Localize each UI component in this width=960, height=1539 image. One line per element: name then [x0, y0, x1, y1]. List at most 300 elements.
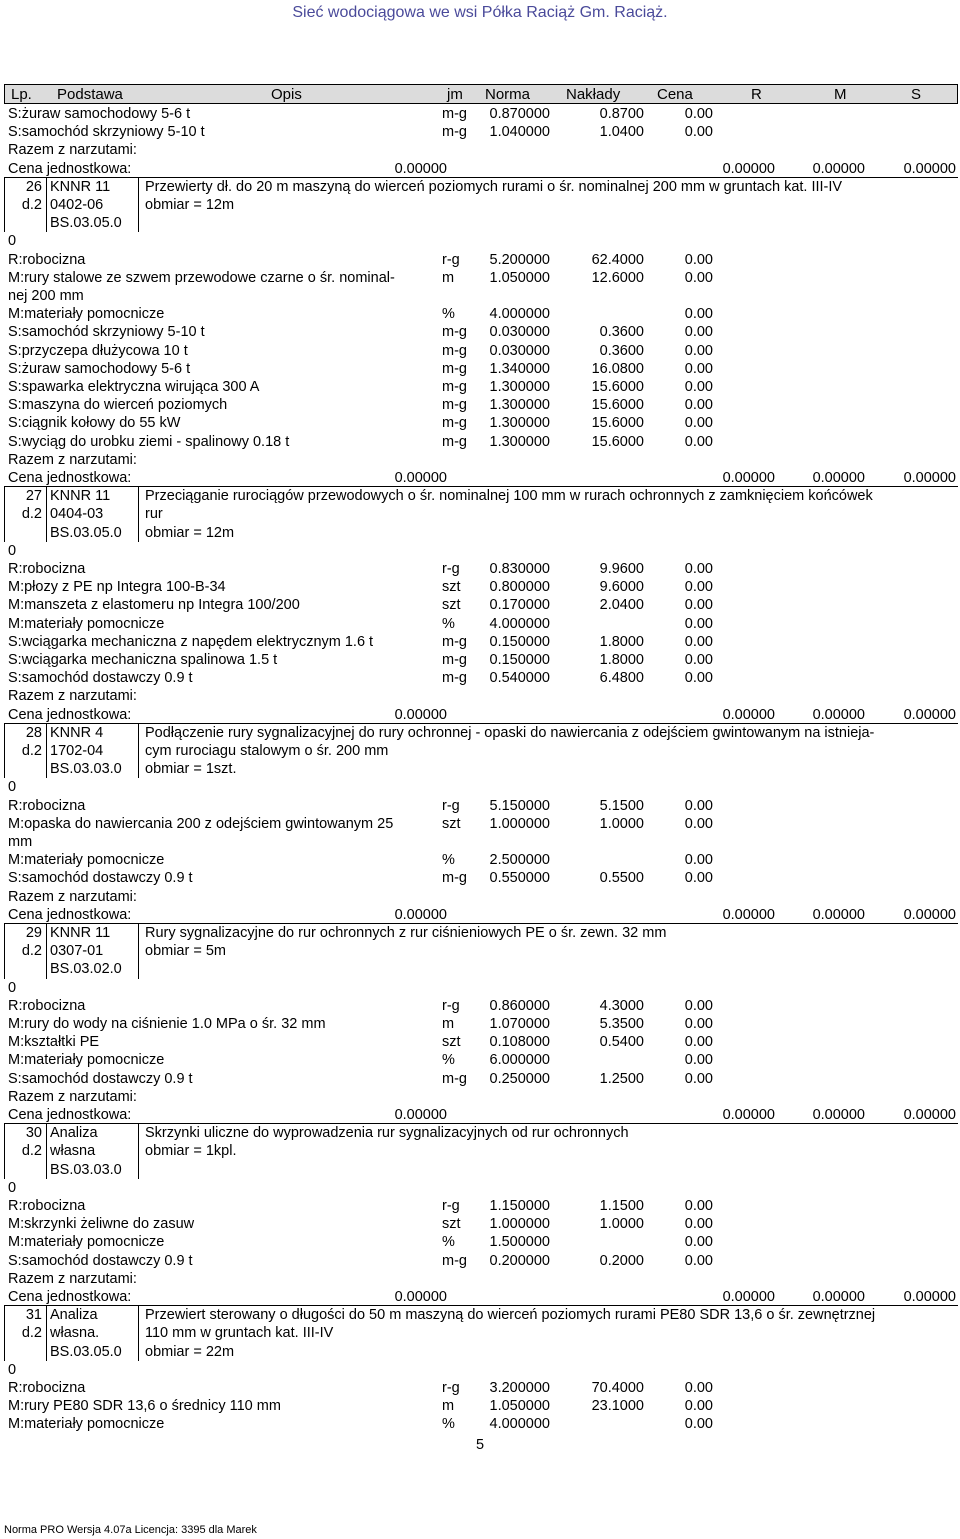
position-row	[0, 724, 960, 742]
description-line: rur	[145, 506, 163, 523]
resource-row	[0, 1252, 960, 1270]
position-row	[0, 1161, 960, 1179]
unit-cell: %	[442, 615, 455, 632]
subtotal-row	[0, 1088, 960, 1106]
unit-cell: m-g	[442, 360, 467, 377]
resource-row	[0, 123, 960, 141]
description-line: obmiar = 12m	[145, 524, 235, 541]
resource-row-continuation	[0, 287, 960, 305]
position-row	[0, 1124, 960, 1142]
cena-cell: 0.00	[684, 379, 713, 395]
basis-line: BS.03.02.0	[50, 961, 122, 978]
resource-row	[0, 1397, 960, 1415]
unit-price-value: 0.00000	[394, 906, 447, 923]
position-d: d.2	[21, 743, 42, 759]
position-border	[46, 178, 47, 233]
position-row	[0, 1179, 960, 1197]
norma-cell: 0.540000	[489, 670, 550, 687]
description-line: Podłączenie rury sygnalizacyjnej do rury ochronnej - opaski do nawiercania z odejściem gwintowanym na istnieja-	[145, 724, 875, 741]
norma-cell: 0.250000	[489, 1070, 550, 1087]
resource-row	[0, 414, 960, 432]
unit-price-label: Cena jednostkowa:	[8, 470, 132, 486]
unit-cell: szt	[442, 597, 461, 614]
naklady-cell: 1.0000	[599, 1216, 644, 1233]
resource-name: R:robocizna	[8, 1198, 86, 1214]
unit-cell: %	[442, 1234, 455, 1251]
unit-cell: szt	[442, 1216, 461, 1233]
norma-cell: 0.030000	[489, 342, 550, 359]
norma-cell: 0.200000	[489, 1252, 550, 1269]
norma-cell: 1.000000	[489, 815, 550, 832]
norma-cell: 0.030000	[489, 324, 550, 341]
position-d: d.2	[21, 506, 42, 523]
resource-row	[0, 1033, 960, 1051]
position-row	[0, 232, 960, 250]
position-border	[138, 924, 139, 979]
resource-name: S:wciągarka mechaniczna spalinowa 1.5 t	[8, 652, 278, 668]
footer-license: Norma PRO Wersja 4.07a Licencja: 3395 dla Marek	[4, 1524, 257, 1536]
resource-name: S:przyczepa dłużycowa 10 t	[8, 342, 188, 359]
position-d: d.2	[21, 197, 42, 213]
subtotal-row	[0, 687, 960, 705]
norma-cell: 0.150000	[489, 652, 550, 668]
position-row	[0, 542, 960, 560]
description-line: Przeciąganie rurociągów przewodowych o śr. nominalnej 100 mm w rurach ochronnych z zamknięciem końcówek	[145, 488, 873, 505]
basis-line: 0	[8, 1179, 17, 1196]
naklady-cell: 15.6000	[591, 379, 644, 395]
cena-cell: 0.00	[684, 597, 713, 614]
resource-row	[0, 1051, 960, 1069]
subtotal-label: Razem z narzutami:	[8, 888, 137, 905]
naklady-cell: 0.2000	[599, 1252, 644, 1269]
norma-cell: 3.200000	[489, 1380, 550, 1396]
resource-name: S:ciągnik kołowy do 55 kW	[8, 415, 181, 432]
cena-cell: 0.00	[684, 1252, 713, 1269]
naklady-cell: 5.1500	[599, 797, 644, 814]
header-norma: Norma	[485, 86, 531, 103]
header-s: S	[911, 86, 922, 103]
naklady-cell: 15.6000	[591, 415, 644, 432]
resource-name-continuation: mm	[8, 834, 33, 850]
cena-cell: 0.00	[684, 670, 713, 687]
resource-name: S:samochód dostawczy 0.9 t	[8, 1252, 193, 1269]
position-border	[138, 487, 139, 542]
resource-name-continuation: nej 200 mm	[8, 288, 84, 304]
norma-cell: 0.150000	[489, 633, 550, 650]
basis-line: własna.	[50, 1325, 100, 1342]
subtotal-label: Razem z narzutami:	[8, 1088, 137, 1105]
unit-cell: r-g	[442, 997, 460, 1014]
resource-row	[0, 1379, 960, 1397]
cena-cell: 0.00	[684, 433, 713, 450]
naklady-cell: 12.6000	[591, 269, 644, 286]
naklady-cell: 70.4000	[591, 1380, 644, 1396]
unit-cell: m-g	[442, 870, 467, 887]
naklady-cell: 9.6000	[599, 579, 644, 596]
norma-cell: 4.000000	[489, 1416, 550, 1433]
resource-row	[0, 560, 960, 578]
naklady-cell: 1.0400	[599, 124, 644, 141]
position-row	[0, 1343, 960, 1361]
resource-name: R:robocizna	[8, 797, 86, 814]
resource-row	[0, 1415, 960, 1433]
resource-row	[0, 669, 960, 687]
m-value: 0.00000	[812, 706, 865, 723]
header-lp: Lp.	[11, 86, 32, 103]
header-jm: jm	[447, 86, 463, 103]
resource-name: M:materiały pomocnicze	[8, 1052, 165, 1069]
resource-name: M:materiały pomocnicze	[8, 615, 165, 632]
description-line: obmiar = 22m	[145, 1343, 235, 1360]
norma-cell: 1.300000	[489, 433, 550, 450]
position-border	[46, 724, 47, 779]
norma-cell: 5.150000	[489, 797, 550, 814]
naklady-cell: 1.0000	[599, 815, 644, 832]
norma-cell: 0.870000	[489, 106, 550, 122]
resource-name: M:kształtki PE	[8, 1034, 100, 1051]
unit-cell: szt	[442, 815, 461, 832]
unit-cell: m-g	[442, 124, 467, 141]
resource-name: S:wyciąg do urobku ziemi - spalinowy 0.18 t	[8, 433, 290, 450]
position-number: 27	[25, 488, 42, 505]
resource-row	[0, 1070, 960, 1088]
norma-cell: 1.070000	[489, 1016, 550, 1032]
cena-cell: 0.00	[684, 397, 713, 414]
header-podstawa: Podstawa	[57, 86, 123, 103]
description-line: obmiar = 5m	[145, 943, 226, 960]
basis-line: 0	[8, 233, 17, 250]
position-row	[0, 487, 960, 505]
r-value: 0.00000	[722, 160, 775, 177]
position-row	[0, 1306, 960, 1324]
resource-name: S:samochód skrzyniowy 5-10 t	[8, 324, 205, 341]
cena-cell: 0.00	[684, 1070, 713, 1087]
norma-cell: 0.800000	[489, 579, 550, 596]
unit-price-row	[0, 469, 960, 487]
position-border	[4, 1124, 5, 1179]
unit-cell: m-g	[442, 652, 467, 668]
resource-name: S:samochód dostawczy 0.9 t	[8, 1070, 193, 1087]
naklady-cell: 0.3600	[599, 324, 644, 341]
resource-row	[0, 1197, 960, 1215]
description-line: Przewierty dł. do 20 m maszyną do wierceń poziomych rurami o śr. nominalnej 200 mm w gruntach kat. III-IV	[145, 178, 843, 195]
basis-line: 0	[8, 979, 17, 996]
subtotal-row	[0, 888, 960, 906]
resource-row	[0, 342, 960, 360]
basis-line: 0	[8, 779, 17, 796]
cena-cell: 0.00	[684, 269, 713, 286]
unit-cell: m-g	[442, 433, 467, 450]
position-row	[0, 960, 960, 978]
resource-row	[0, 323, 960, 341]
unit-cell: r-g	[442, 561, 460, 577]
norma-cell: 1.150000	[489, 1198, 550, 1214]
resource-name: R:robocizna	[8, 561, 86, 577]
basis-line: KNNR 4	[50, 724, 104, 741]
unit-cell: %	[442, 306, 455, 323]
resource-row	[0, 596, 960, 614]
norma-cell: 0.860000	[489, 997, 550, 1014]
naklady-cell: 6.4800	[599, 670, 644, 687]
page-number: 5	[475, 1437, 485, 1453]
basis-line: BS.03.03.0	[50, 1161, 122, 1178]
basis-line: KNNR 11	[50, 488, 111, 505]
position-border	[46, 924, 47, 979]
resource-row	[0, 1233, 960, 1251]
subtotal-label: Razem z narzutami:	[8, 1270, 137, 1287]
unit-cell: m-g	[442, 1070, 467, 1087]
resource-name: R:robocizna	[8, 251, 86, 268]
norma-cell: 2.500000	[489, 852, 550, 869]
position-border	[4, 724, 5, 779]
cena-cell: 0.00	[684, 1216, 713, 1233]
resource-name: R:robocizna	[8, 997, 86, 1014]
cena-cell: 0.00	[684, 561, 713, 577]
cena-cell: 0.00	[684, 415, 713, 432]
description-line: Rury sygnalizacyjne do rur ochronnych z rur ciśnieniowych PE o śr. zewn. 32 mm	[145, 925, 667, 941]
r-value: 0.00000	[722, 1289, 775, 1305]
resource-row	[0, 378, 960, 396]
norma-cell: 1.050000	[489, 1398, 550, 1415]
subtotal-row	[0, 1270, 960, 1288]
norma-cell: 0.170000	[489, 597, 550, 614]
naklady-cell: 0.8700	[599, 106, 644, 122]
unit-cell: m-g	[442, 633, 467, 650]
subtotal-label: Razem z narzutami:	[8, 142, 137, 159]
resource-name: M:materiały pomocnicze	[8, 1416, 165, 1433]
position-row	[0, 1142, 960, 1160]
norma-cell: 6.000000	[489, 1052, 550, 1069]
cena-cell: 0.00	[684, 324, 713, 341]
r-value: 0.00000	[722, 470, 775, 486]
unit-price-label: Cena jednostkowa:	[8, 1107, 132, 1123]
norma-cell: 0.550000	[489, 870, 550, 887]
position-border	[46, 487, 47, 542]
s-value: 0.00000	[903, 160, 956, 177]
basis-line: 0307-01	[50, 943, 104, 960]
unit-price-row	[0, 906, 960, 924]
norma-cell: 1.500000	[489, 1234, 550, 1251]
norma-cell: 5.200000	[489, 251, 550, 268]
subtotal-label: Razem z narzutami:	[8, 451, 137, 468]
position-border	[4, 924, 5, 979]
naklady-cell: 23.1000	[591, 1398, 644, 1415]
unit-cell: r-g	[442, 797, 460, 814]
position-border	[138, 1124, 139, 1179]
position-row	[0, 1324, 960, 1342]
cena-cell: 0.00	[684, 579, 713, 596]
unit-cell: szt	[442, 579, 461, 596]
resource-row	[0, 633, 960, 651]
norma-cell: 1.050000	[489, 269, 550, 286]
position-d: d.2	[21, 1143, 42, 1160]
naklady-cell: 1.8000	[599, 652, 644, 668]
resource-row	[0, 1215, 960, 1233]
resource-row-continuation	[0, 833, 960, 851]
position-border	[4, 487, 5, 542]
description-line: obmiar = 1szt.	[145, 761, 237, 778]
cena-cell: 0.00	[684, 1398, 713, 1415]
cena-cell: 0.00	[684, 306, 713, 323]
cena-cell: 0.00	[684, 251, 713, 268]
resource-name: R:robocizna	[8, 1380, 86, 1396]
position-row	[0, 505, 960, 523]
cena-cell: 0.00	[684, 797, 713, 814]
cena-cell: 0.00	[684, 1416, 713, 1433]
basis-line: BS.03.03.0	[50, 761, 122, 778]
norma-cell: 0.830000	[489, 561, 550, 577]
position-border	[138, 178, 139, 233]
resource-name: M:rury do wody na ciśnienie 1.0 MPa o śr. 32 mm	[8, 1016, 326, 1032]
header-naklady: Nakłady	[566, 86, 621, 103]
resource-name: M:skrzynki żeliwne do zasuw	[8, 1216, 195, 1233]
naklady-cell: 9.9600	[599, 561, 644, 577]
r-value: 0.00000	[722, 706, 775, 723]
table-header	[4, 84, 958, 104]
position-row	[0, 524, 960, 542]
resource-name: M:manszeta z elastomeru np Integra 100/200	[8, 597, 300, 614]
basis-line: BS.03.05.0	[50, 524, 122, 541]
cena-cell: 0.00	[684, 1198, 713, 1214]
description-line: cym rurociagu stalowym o śr. 200 mm	[145, 743, 389, 759]
unit-price-label: Cena jednostkowa:	[8, 1289, 132, 1305]
s-value: 0.00000	[903, 470, 956, 486]
naklady-cell: 0.5400	[599, 1034, 644, 1051]
position-row	[0, 742, 960, 760]
position-number: 26	[25, 178, 42, 195]
resource-name: M:materiały pomocnicze	[8, 1234, 165, 1251]
position-row	[0, 942, 960, 960]
resource-row	[0, 433, 960, 451]
unit-price-label: Cena jednostkowa:	[8, 906, 132, 923]
norma-cell: 1.000000	[489, 1216, 550, 1233]
unit-cell: m-g	[442, 670, 467, 687]
unit-cell: r-g	[442, 1198, 460, 1214]
position-border	[46, 1306, 47, 1361]
naklady-cell: 15.6000	[591, 397, 644, 414]
m-value: 0.00000	[812, 160, 865, 177]
cena-cell: 0.00	[684, 1034, 713, 1051]
naklady-cell: 1.8000	[599, 633, 644, 650]
resource-name: S:spawarka elektryczna wirująca 300 A	[8, 379, 260, 395]
resource-name: M:płozy z PE np Integra 100-B-34	[8, 579, 226, 596]
s-value: 0.00000	[903, 706, 956, 723]
description-line: Przewiert sterowany o długości do 50 m maszyną do wierceń poziomych rurami PE80 SDR 13,6 o śr. zewnętrznej	[145, 1307, 876, 1324]
unit-cell: m-g	[442, 415, 467, 432]
basis-line: 1702-04	[50, 743, 104, 759]
position-number: 31	[25, 1307, 42, 1324]
basis-line: KNNR 11	[50, 178, 111, 195]
basis-line: Analiza	[50, 1307, 98, 1324]
position-row	[0, 979, 960, 997]
basis-line: własna	[50, 1143, 96, 1160]
resource-name: M:opaska do nawiercania 200 z odejściem gwintowanym 25	[8, 815, 394, 832]
position-row	[0, 214, 960, 232]
m-value: 0.00000	[812, 1289, 865, 1305]
naklady-cell: 15.6000	[591, 433, 644, 450]
document-title: Sieć wodociągowa we wsi Półka Raciąż Gm. Raciąż.	[292, 4, 668, 21]
unit-price-label: Cena jednostkowa:	[8, 706, 132, 723]
unit-price-label: Cena jednostkowa:	[8, 160, 132, 177]
position-border	[4, 178, 5, 233]
m-value: 0.00000	[812, 906, 865, 923]
cena-cell: 0.00	[684, 997, 713, 1014]
unit-cell: %	[442, 852, 455, 869]
resource-row	[0, 869, 960, 887]
resource-row	[0, 305, 960, 323]
norma-cell: 1.040000	[489, 124, 550, 141]
cena-cell: 0.00	[684, 633, 713, 650]
naklady-cell: 1.1500	[599, 1198, 644, 1214]
unit-price-value: 0.00000	[394, 160, 447, 177]
description-line: obmiar = 12m	[145, 197, 235, 213]
norma-cell: 4.000000	[489, 306, 550, 323]
naklady-cell: 5.3500	[599, 1016, 644, 1032]
r-value: 0.00000	[722, 906, 775, 923]
unit-cell: m	[442, 269, 455, 286]
position-row	[0, 760, 960, 778]
basis-line: BS.03.05.0	[50, 215, 122, 232]
resource-row	[0, 269, 960, 287]
cena-cell: 0.00	[684, 124, 713, 141]
naklady-cell: 2.0400	[599, 597, 644, 614]
r-value: 0.00000	[722, 1107, 775, 1123]
resource-name: S:samochód skrzyniowy 5-10 t	[8, 124, 205, 141]
naklady-cell: 4.3000	[599, 997, 644, 1014]
resource-row	[0, 997, 960, 1015]
unit-cell: m-g	[442, 324, 467, 341]
cena-cell: 0.00	[684, 652, 713, 668]
resource-name: M:rury PE80 SDR 13,6 o średnicy 110 mm	[8, 1398, 281, 1415]
resource-row	[0, 815, 960, 833]
unit-cell: %	[442, 1416, 455, 1433]
position-d: d.2	[21, 943, 42, 960]
s-value: 0.00000	[903, 1289, 956, 1305]
naklady-cell: 62.4000	[591, 251, 644, 268]
position-border	[4, 1306, 5, 1361]
basis-line: KNNR 11	[50, 925, 111, 941]
naklady-cell: 16.0800	[591, 360, 644, 377]
subtotal-row	[0, 141, 960, 159]
unit-cell: m	[442, 1398, 455, 1415]
unit-price-row	[0, 160, 960, 178]
m-value: 0.00000	[812, 470, 865, 486]
unit-price-row	[0, 706, 960, 724]
cena-cell: 0.00	[684, 870, 713, 887]
resource-name: S:żuraw samochodowy 5-6 t	[8, 106, 191, 122]
basis-line: 0	[8, 1361, 17, 1378]
unit-price-row	[0, 1106, 960, 1124]
subtotal-label: Razem z narzutami:	[8, 688, 137, 705]
unit-price-value: 0.00000	[394, 706, 447, 723]
basis-line: 0404-03	[50, 506, 104, 523]
cena-cell: 0.00	[684, 852, 713, 869]
position-border	[138, 1306, 139, 1361]
header-cena: Cena	[657, 86, 693, 103]
cena-cell: 0.00	[684, 342, 713, 359]
resource-row	[0, 1015, 960, 1033]
unit-cell: %	[442, 1052, 455, 1069]
norma-cell: 0.108000	[489, 1034, 550, 1051]
unit-cell: szt	[442, 1034, 461, 1051]
cena-cell: 0.00	[684, 106, 713, 122]
position-number: 30	[25, 1125, 42, 1142]
position-d: d.2	[21, 1325, 42, 1342]
unit-cell: m-g	[442, 379, 467, 395]
basis-line: BS.03.05.0	[50, 1343, 122, 1360]
cena-cell: 0.00	[684, 615, 713, 632]
position-row	[0, 924, 960, 942]
